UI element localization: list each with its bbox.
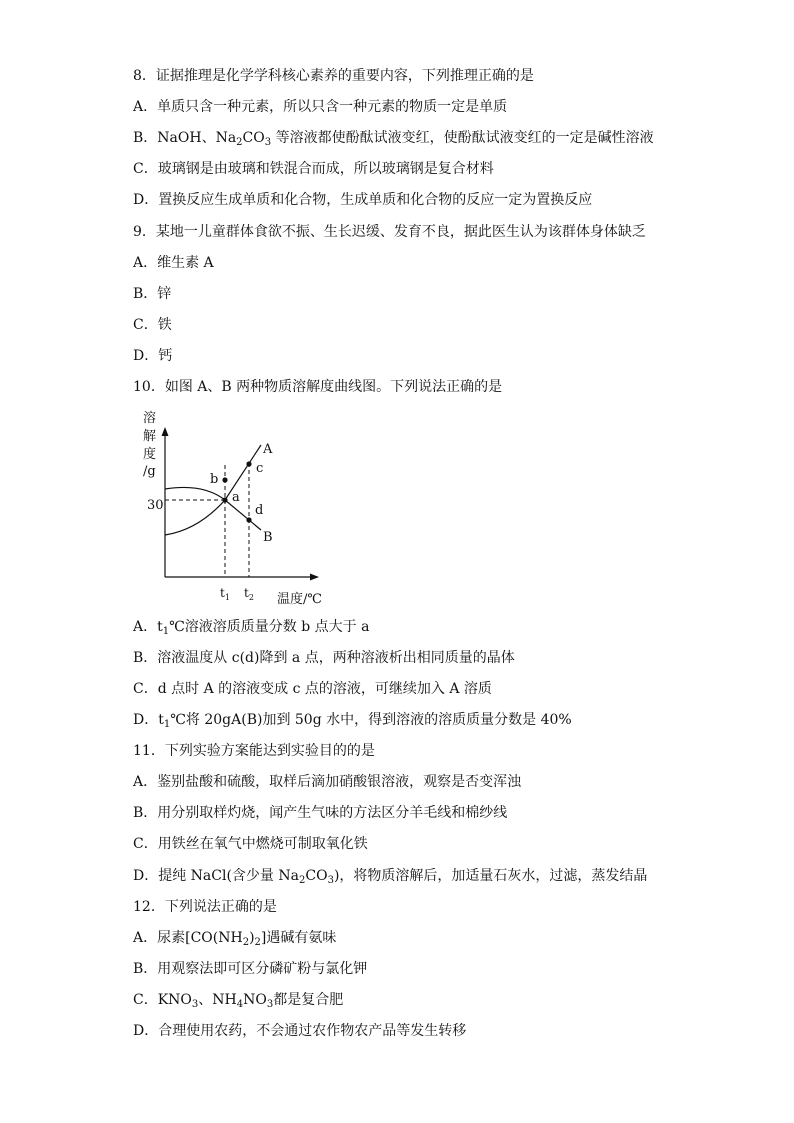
- q12-option-a: [133, 928, 336, 948]
- q10-option-a: [133, 617, 369, 637]
- y-axis-label-4: /g: [143, 464, 156, 479]
- q8-option-b: [133, 128, 654, 148]
- point-c: [246, 461, 251, 466]
- q9-option-d: D．钙: [133, 348, 173, 364]
- q12-option-c: [133, 990, 343, 1010]
- label-point-c: c: [256, 461, 264, 476]
- q8b-sub1: 2: [236, 137, 243, 148]
- q10a-sub1: 1: [162, 626, 170, 637]
- x-axis-label: 温度/℃: [277, 592, 322, 607]
- q12c-part1: C．KNO: [133, 992, 192, 1008]
- x-tick-t1: [220, 586, 230, 602]
- t1-sub: 1: [224, 593, 230, 602]
- q12-option-d: D．合理使用农药，不会通过农作物农产品等发生转移: [133, 1023, 467, 1039]
- q12-stem: 12．下列说法正确的是: [133, 899, 277, 915]
- label-point-a: a: [232, 490, 240, 505]
- q10a-part2: ℃溶液溶质质量分数 b 点大于 a: [169, 619, 370, 635]
- q8-option-a: A．单质只含一种元素，所以只含一种元素的物质一定是单质: [133, 99, 508, 115]
- point-d: [246, 517, 251, 522]
- y-axis-label-1: 溶: [143, 411, 157, 426]
- q8b-part1: B．NaOH、Na: [133, 130, 237, 146]
- q12c-sub1: 3: [191, 999, 199, 1010]
- t2-base: t: [244, 586, 249, 600]
- y-tick-30: 30: [147, 498, 164, 513]
- q11d-sub2: 3: [327, 875, 334, 886]
- label-point-b: b: [210, 472, 219, 487]
- label-point-d: d: [255, 503, 264, 518]
- y-axis-arrow: [162, 427, 169, 436]
- q11d-sub1: 2: [298, 875, 306, 886]
- point-b: [222, 477, 227, 482]
- y-axis-label-3: 度: [143, 447, 157, 462]
- q12a-part2: ): [249, 930, 255, 946]
- label-series-a: A: [263, 442, 273, 457]
- q11-option-b: B．用分别取样灼烧，闻产生气味的方法区分羊毛线和棉纱线: [133, 805, 508, 821]
- q12a-sub2: 2: [254, 937, 261, 948]
- q12c-part4: 都是复合肥: [273, 992, 344, 1008]
- q9-option-b: B．锌: [133, 286, 172, 302]
- q11d-part3: )，将物质溶解后，加适量石灰水，过滤，蒸发结晶: [333, 868, 648, 884]
- q8b-part2: CO: [242, 130, 265, 146]
- q11d-part1: D．提纯 NaCl(含少量 Na: [133, 868, 299, 884]
- q10-option-c: C．d 点时 A 的溶液变成 c 点的溶液，可继续加入 A 溶质: [133, 681, 492, 697]
- x-tick-t2: [244, 586, 254, 602]
- q8b-part3: 等溶液都使酚酞试液变红，使酚酞试液变红的一定是碱性溶液: [271, 130, 654, 146]
- q10-stem: 10．如图 A、B 两种物质溶解度曲线图。下列说法正确的是: [133, 379, 503, 395]
- t2-sub: 2: [248, 593, 254, 602]
- curve-b: [165, 487, 264, 530]
- q12a-part1: A．尿素[CO(NH: [133, 930, 243, 946]
- q8-option-d: D．置换反应生成单质和化合物，生成单质和化合物的反应一定为置换反应: [133, 192, 593, 208]
- q10-option-b: B．溶液温度从 c(d)降到 a 点，两种溶液析出相同质量的晶体: [133, 650, 515, 666]
- q12a-sub1: 2: [242, 937, 250, 948]
- q9-option-a: A．维生素 A: [133, 255, 214, 271]
- solubility-curve-chart: [133, 405, 343, 610]
- q12c-sub3: 3: [266, 999, 274, 1010]
- q10a-part1: A．t: [133, 619, 163, 635]
- y-axis-label-2: 解: [143, 429, 157, 444]
- q11-option-c: C．用铁丝在氧气中燃烧可制取氧化铁: [133, 836, 368, 852]
- q8-option-c: C．玻璃钢是由玻璃和铁混合而成，所以玻璃钢是复合材料: [133, 161, 494, 177]
- q12-option-b: B．用观察法即可区分磷矿粉与氯化钾: [133, 961, 368, 977]
- q11d-part2: CO: [305, 868, 328, 884]
- q10d-part1: D．t: [133, 712, 164, 728]
- q12c-sub2: 4: [236, 999, 244, 1010]
- q12c-part3: NO: [243, 992, 267, 1008]
- q9-stem: 9．某地一儿童群体食欲不振、生长迟缓、发育不良，据此医生认为该群体身体缺乏: [133, 224, 646, 240]
- x-axis-arrow: [310, 574, 319, 581]
- q11-option-a: A．鉴别盐酸和硫酸，取样后滴加硝酸银溶液，观察是否变浑浊: [133, 774, 522, 790]
- t1-base: t: [220, 586, 225, 600]
- q11-stem: 11．下列实验方案能达到实验目的的是: [133, 743, 375, 759]
- q11-option-d: [133, 866, 647, 886]
- q10d-sub1: 1: [163, 719, 171, 730]
- curve-a: [165, 445, 264, 535]
- q9-option-c: C．铁: [133, 317, 172, 333]
- q10-option-d: [133, 710, 572, 730]
- q12a-part3: ]遇碱有氨味: [260, 930, 337, 946]
- point-a: [222, 497, 227, 502]
- q10d-part2: ℃将 20gA(B)加到 50g 水中，得到溶液的溶质质量分数是 40%: [170, 712, 572, 728]
- label-series-b: B: [263, 530, 273, 545]
- q8b-sub2: 3: [264, 137, 272, 148]
- q12c-part2: 、NH: [198, 992, 237, 1008]
- q8-stem: 8．证据推理是化学学科核心素养的重要内容，下列推理正确的是: [133, 68, 534, 84]
